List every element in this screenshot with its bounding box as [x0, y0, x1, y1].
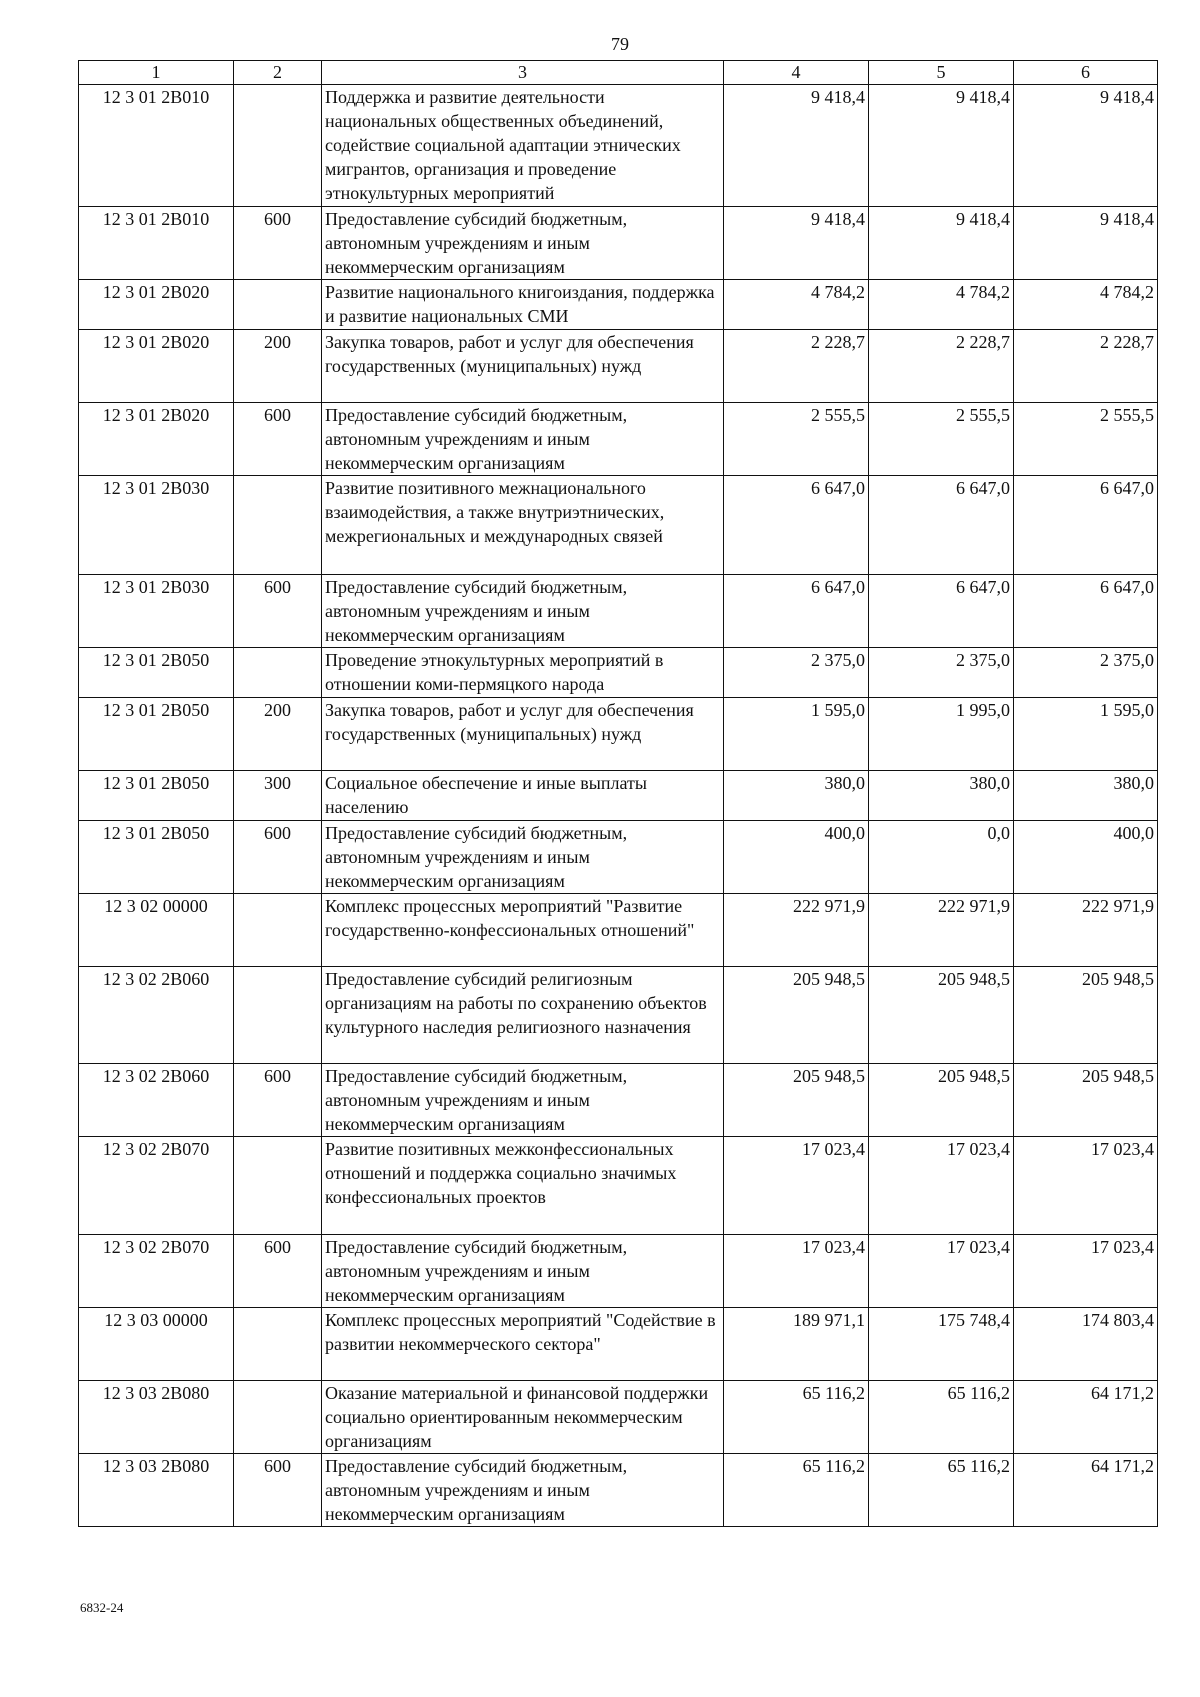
- cell-value-3: 17 023,4: [1014, 1137, 1158, 1235]
- cell-kvr: [234, 648, 322, 698]
- cell-name: Предоставление субсидий бюджетным, автономным учреждениям и иным некоммерческим организациям: [322, 1454, 724, 1527]
- cell-name: Комплекс процессных мероприятий "Содействие в развитии некоммерческого сектора": [322, 1308, 724, 1381]
- table-row: [79, 330, 1158, 403]
- cell-kvr: [234, 280, 322, 330]
- cell-name: Закупка товаров, работ и услуг для обеспечения государственных (муниципальных) нужд: [322, 698, 724, 771]
- cell-value-2: 6 647,0: [869, 476, 1014, 575]
- cell-value-2: 65 116,2: [869, 1381, 1014, 1454]
- cell-value-2: 2 555,5: [869, 403, 1014, 476]
- cell-name: Социальное обеспечение и иные выплаты населению: [322, 771, 724, 821]
- cell-code: 12 3 01 2В020: [79, 403, 234, 476]
- cell-value-2: 2 228,7: [869, 330, 1014, 403]
- cell-value-3: 1 595,0: [1014, 698, 1158, 771]
- cell-value-1: 2 375,0: [724, 648, 869, 698]
- table-row: [79, 280, 1158, 330]
- cell-code: 12 3 01 2В050: [79, 698, 234, 771]
- cell-code: 12 3 03 2В080: [79, 1454, 234, 1527]
- cell-code: 12 3 02 2В070: [79, 1235, 234, 1308]
- cell-value-2: 6 647,0: [869, 575, 1014, 648]
- cell-value-3: 400,0: [1014, 821, 1158, 894]
- cell-value-3: 205 948,5: [1014, 1064, 1158, 1137]
- budget-table: [78, 60, 1158, 1527]
- cell-name: Предоставление субсидий религиозным организациям на работы по сохранению объектов культурного наследия религиозного назначения: [322, 967, 724, 1064]
- cell-value-1: 9 418,4: [724, 85, 869, 207]
- cell-value-1: 189 971,1: [724, 1308, 869, 1381]
- cell-value-1: 17 023,4: [724, 1235, 869, 1308]
- cell-value-1: 6 647,0: [724, 476, 869, 575]
- table-row: [79, 821, 1158, 894]
- cell-name: Предоставление субсидий бюджетным, автономным учреждениям и иным некоммерческим организациям: [322, 575, 724, 648]
- cell-code: 12 3 01 2В050: [79, 821, 234, 894]
- table-row: [79, 648, 1158, 698]
- cell-value-1: 65 116,2: [724, 1454, 869, 1527]
- cell-code: 12 3 02 2В060: [79, 967, 234, 1064]
- cell-name: Предоставление субсидий бюджетным, автономным учреждениям и иным некоммерческим организациям: [322, 403, 724, 476]
- table-row: [79, 1137, 1158, 1235]
- column-header-1: 1: [79, 61, 234, 85]
- cell-kvr: [234, 85, 322, 207]
- table-row: [79, 894, 1158, 967]
- cell-value-2: 9 418,4: [869, 85, 1014, 207]
- cell-kvr: 200: [234, 698, 322, 771]
- cell-value-2: 17 023,4: [869, 1137, 1014, 1235]
- cell-kvr: 600: [234, 575, 322, 648]
- cell-value-3: 174 803,4: [1014, 1308, 1158, 1381]
- cell-name: Предоставление субсидий бюджетным, автономным учреждениям и иным некоммерческим организациям: [322, 207, 724, 280]
- cell-name: Предоставление субсидий бюджетным, автономным учреждениям и иным некоммерческим организациям: [322, 821, 724, 894]
- table-row: [79, 575, 1158, 648]
- table-row: [79, 967, 1158, 1064]
- document-code: 6832-24: [80, 1600, 124, 1615]
- cell-name: Развитие позитивных межконфессиональных отношений и поддержка социально значимых конфессиональных проектов: [322, 1137, 724, 1235]
- cell-code: 12 3 01 2В010: [79, 85, 234, 207]
- cell-value-1: 2 228,7: [724, 330, 869, 403]
- cell-value-3: 64 171,2: [1014, 1454, 1158, 1527]
- cell-value-3: 205 948,5: [1014, 967, 1158, 1064]
- column-header-2: 2: [234, 61, 322, 85]
- cell-code: 12 3 02 00000: [79, 894, 234, 967]
- cell-code: 12 3 03 2В080: [79, 1381, 234, 1454]
- column-header-3: 3: [322, 61, 724, 85]
- cell-value-2: 205 948,5: [869, 1064, 1014, 1137]
- column-header-4: 4: [724, 61, 869, 85]
- cell-value-3: 4 784,2: [1014, 280, 1158, 330]
- cell-name: Закупка товаров, работ и услуг для обеспечения государственных (муниципальных) нужд: [322, 330, 724, 403]
- cell-kvr: [234, 1381, 322, 1454]
- cell-code: 12 3 02 2В070: [79, 1137, 234, 1235]
- cell-kvr: [234, 1137, 322, 1235]
- cell-code: 12 3 01 2В010: [79, 207, 234, 280]
- cell-value-1: 4 784,2: [724, 280, 869, 330]
- cell-code: 12 3 01 2В050: [79, 771, 234, 821]
- cell-value-1: 2 555,5: [724, 403, 869, 476]
- cell-value-1: 65 116,2: [724, 1381, 869, 1454]
- cell-code: 12 3 01 2В020: [79, 280, 234, 330]
- cell-code: 12 3 01 2В030: [79, 575, 234, 648]
- cell-value-2: 1 995,0: [869, 698, 1014, 771]
- cell-kvr: 600: [234, 821, 322, 894]
- cell-kvr: 600: [234, 1064, 322, 1137]
- column-header-6: 6: [1014, 61, 1158, 85]
- cell-name: Развитие позитивного межнационального взаимодействия, а также внутриэтнических, межрегиональных и международных связей: [322, 476, 724, 575]
- cell-value-1: 6 647,0: [724, 575, 869, 648]
- cell-kvr: 300: [234, 771, 322, 821]
- cell-code: 12 3 01 2В030: [79, 476, 234, 575]
- cell-kvr: [234, 1308, 322, 1381]
- cell-name: Комплекс процессных мероприятий "Развитие государственно-конфессиональных отношений": [322, 894, 724, 967]
- cell-name: Проведение этнокультурных мероприятий в отношении коми-пермяцкого народа: [322, 648, 724, 698]
- cell-value-1: 380,0: [724, 771, 869, 821]
- cell-value-2: 0,0: [869, 821, 1014, 894]
- cell-value-1: 9 418,4: [724, 207, 869, 280]
- cell-value-3: 2 375,0: [1014, 648, 1158, 698]
- table-row: [79, 1064, 1158, 1137]
- cell-kvr: 600: [234, 1454, 322, 1527]
- cell-value-3: 17 023,4: [1014, 1235, 1158, 1308]
- cell-value-3: 9 418,4: [1014, 207, 1158, 280]
- table-row: [79, 207, 1158, 280]
- cell-value-3: 6 647,0: [1014, 575, 1158, 648]
- cell-value-2: 222 971,9: [869, 894, 1014, 967]
- cell-value-3: 222 971,9: [1014, 894, 1158, 967]
- cell-kvr: 600: [234, 403, 322, 476]
- cell-kvr: 600: [234, 207, 322, 280]
- cell-name: Развитие национального книгоиздания, поддержка и развитие национальных СМИ: [322, 280, 724, 330]
- table-row: [79, 1308, 1158, 1381]
- cell-name: Поддержка и развитие деятельности национальных общественных объединений, содействие социальной адаптации этнических мигрантов, организация и проведение этнокультурных мероприятий: [322, 85, 724, 207]
- cell-value-3: 380,0: [1014, 771, 1158, 821]
- cell-value-1: 205 948,5: [724, 967, 869, 1064]
- cell-value-1: 1 595,0: [724, 698, 869, 771]
- cell-value-1: 222 971,9: [724, 894, 869, 967]
- cell-value-2: 4 784,2: [869, 280, 1014, 330]
- cell-value-1: 205 948,5: [724, 1064, 869, 1137]
- table-row: [79, 403, 1158, 476]
- cell-value-2: 205 948,5: [869, 967, 1014, 1064]
- cell-kvr: [234, 967, 322, 1064]
- cell-code: 12 3 01 2В050: [79, 648, 234, 698]
- cell-name: Предоставление субсидий бюджетным, автономным учреждениям и иным некоммерческим организациям: [322, 1064, 724, 1137]
- table-row: [79, 1381, 1158, 1454]
- cell-value-1: 17 023,4: [724, 1137, 869, 1235]
- cell-value-1: 400,0: [724, 821, 869, 894]
- table-row: [79, 1235, 1158, 1308]
- cell-value-2: 2 375,0: [869, 648, 1014, 698]
- cell-value-3: 2 228,7: [1014, 330, 1158, 403]
- cell-name: Оказание материальной и финансовой поддержки социально ориентированным некоммерческим организациям: [322, 1381, 724, 1454]
- column-header-5: 5: [869, 61, 1014, 85]
- cell-kvr: 600: [234, 1235, 322, 1308]
- table-row: [79, 85, 1158, 207]
- table-row: [79, 771, 1158, 821]
- cell-value-3: 9 418,4: [1014, 85, 1158, 207]
- cell-name: Предоставление субсидий бюджетным, автономным учреждениям и иным некоммерческим организациям: [322, 1235, 724, 1308]
- table-row: [79, 476, 1158, 575]
- cell-value-2: 175 748,4: [869, 1308, 1014, 1381]
- table-row: [79, 1454, 1158, 1527]
- cell-value-3: 64 171,2: [1014, 1381, 1158, 1454]
- cell-value-2: 17 023,4: [869, 1235, 1014, 1308]
- cell-value-2: 65 116,2: [869, 1454, 1014, 1527]
- cell-kvr: 200: [234, 330, 322, 403]
- cell-kvr: [234, 476, 322, 575]
- cell-kvr: [234, 894, 322, 967]
- cell-code: 12 3 02 2В060: [79, 1064, 234, 1137]
- page-number: 79: [611, 34, 629, 54]
- cell-value-3: 6 647,0: [1014, 476, 1158, 575]
- cell-value-2: 380,0: [869, 771, 1014, 821]
- table-row: [79, 698, 1158, 771]
- table-header-row: [79, 61, 1158, 85]
- cell-value-2: 9 418,4: [869, 207, 1014, 280]
- cell-code: 12 3 03 00000: [79, 1308, 234, 1381]
- cell-value-3: 2 555,5: [1014, 403, 1158, 476]
- cell-code: 12 3 01 2В020: [79, 330, 234, 403]
